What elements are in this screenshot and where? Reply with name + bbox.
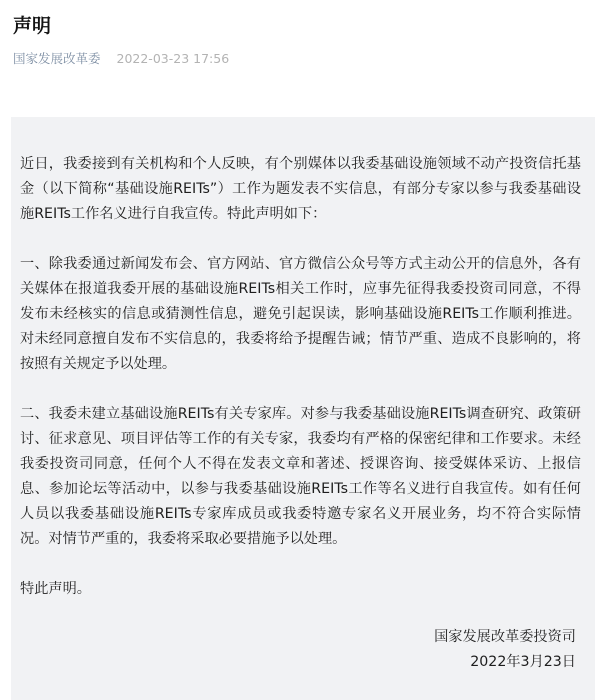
notice-paragraph-2: 二、我委未建立基础设施REITs有关专家库。对参与我委基础设施REITs调查研究、政策研讨、征求意见、项目评估等工作的有关专家，我委均有严格的保密纪律和工作要求。未经我委投资司同意，任何个人不得在发表文章和著述、授课咨询、接受媒体采访、上报信息、参加论坛等活动中，以参与我委基础设施REITs工作等名义进行自我宣传。如有任何人员以我委基础设施REITs专家库成员或我委特邀专家名义开展业务，均不符合实际情况。对情节严重的，我委将采取必要措施予以处理。 [20,406,581,547]
signature-organization: 国家发展改革委投资司 [434,629,576,645]
article-meta [13,50,229,68]
article-title: 声明 [13,15,52,37]
notice-paragraph-1: 一、除我委通过新闻发布会、官方网站、官方微信公众号等方式主动公开的信息外，各有关媒体在报道我委开展的基础设施REITs相关工作时，应事先征得我委投资司同意，不得发布未经核实的信息或猜测性信息，避免引起误读，影响基础设施REITs工作顺利推进。对未经同意擅自发布不实信息的，我委将给予提醒告诫；情节严重、造成不良影响的，将按照有关规定予以处理。 [20,256,581,372]
signature-date: 2022年3月23日 [470,654,576,670]
article-timestamp: 2022-03-23 17:56 [116,51,230,66]
notice-paragraph-intro: 近日，我委接到有关机构和个人反映，有个别媒体以我委基础设施领域不动产投资信托基金（以下简称“基础设施REITs”）工作为题发表不实信息，有部分专家以参与我委基础设施REITs工作名义进行自我宣传。特此声明如下： [20,156,581,222]
notice-closing: 特此声明。 [20,581,91,597]
article-source-link[interactable]: 国家发展改革委 [13,51,101,66]
notice-image [11,117,595,700]
